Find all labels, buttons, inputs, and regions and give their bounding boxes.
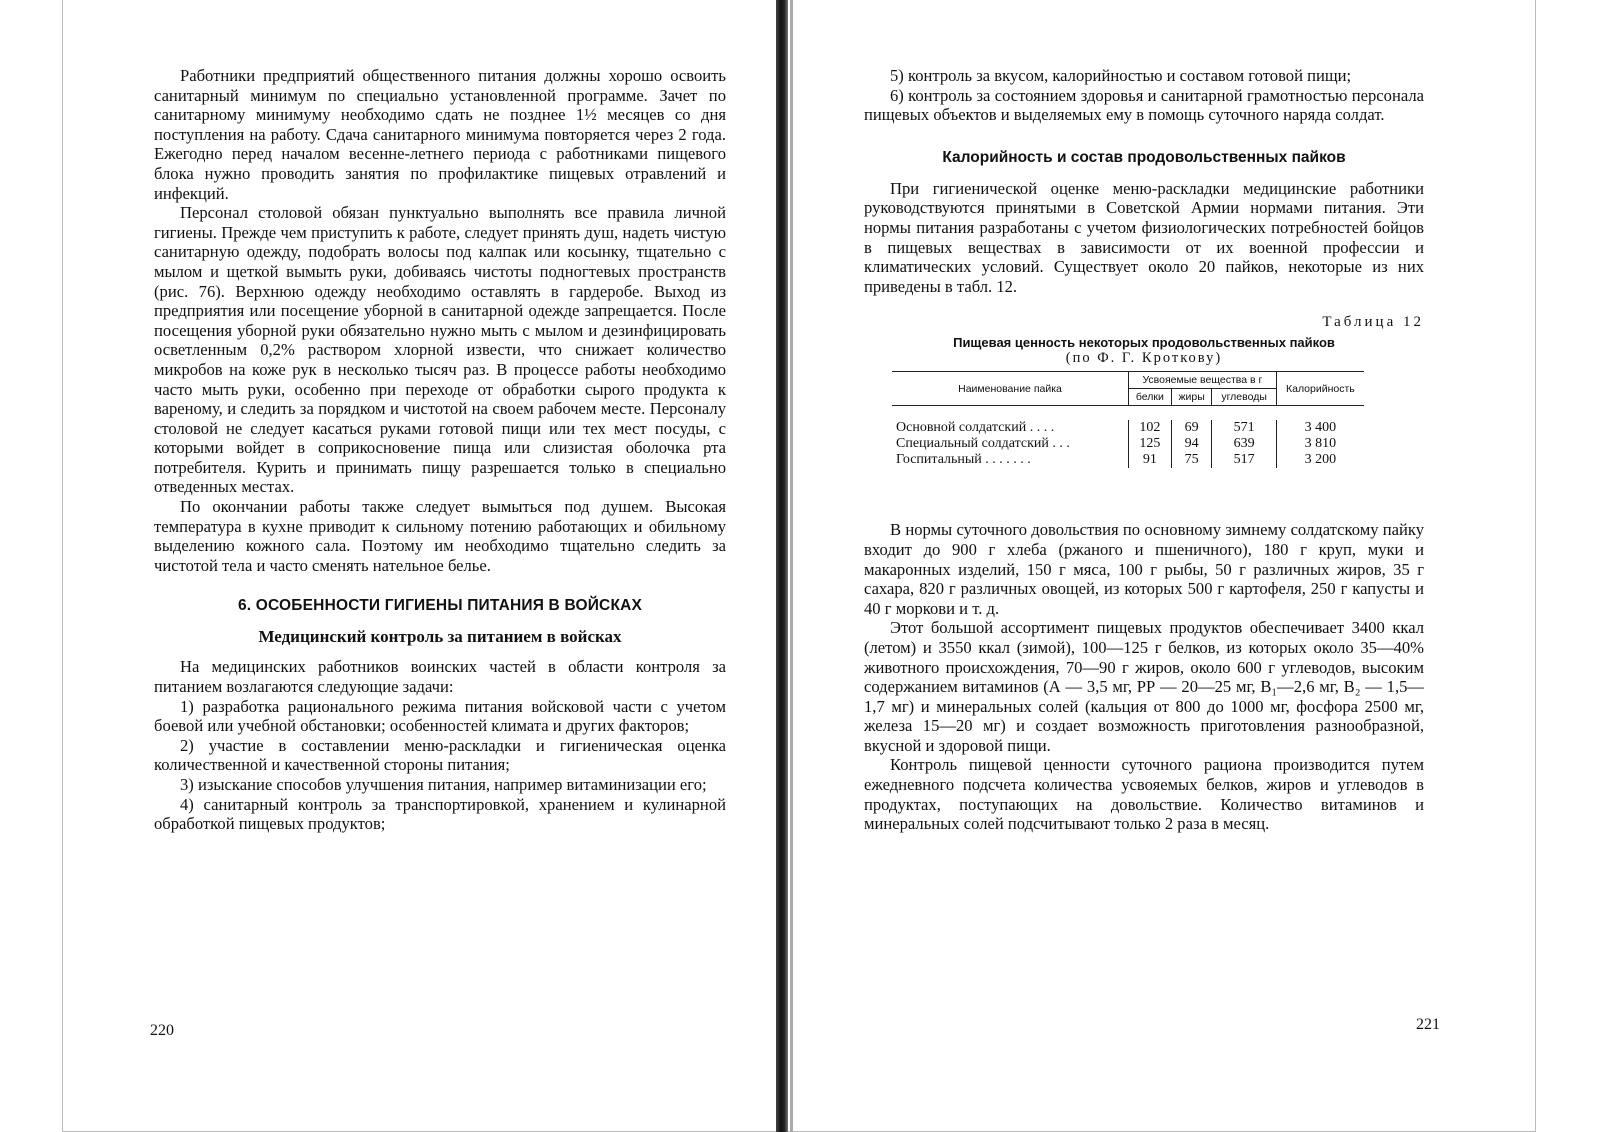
table-row — [892, 452, 1364, 468]
paragraph: Контроль пищевой ценности суточного рациона производится путем ежедневного подсчета количества усвояемых белков, жиров и углеводов в продуктах, поступающих на довольствие. Количество витаминов и минеральных солей подсчитывают только 2 раза в месяц. — [864, 755, 1424, 834]
task-item: 4) санитарный контроль за транспортировкой, хранением и кулинарной обработкой пищевых продуктов; — [154, 794, 726, 834]
section-heading: 6. ОСОБЕННОСТИ ГИГИЕНЫ ПИТАНИЯ В ВОЙСКАХ — [237, 597, 643, 615]
paragraph: Персонал столовой обязан пунктуально выполнять все правила личной гигиены. Прежде чем приступить к работе, следует принять душ, надеть чистую санитарную одежду, подобрать волосы под калпак или косынку, тщательно с мылом и щеткой вымыть руки, добиваясь чистоты подногтевых пространств (рис. 76). Верхнюю одежду необходимо оставлять в гардеробе. Выход из предприятия или посещение уборной в санитарной одежде запрещается. После посещения уборной руки обязательно нужно мыть с мылом и дезинфицировать осветленным 0,2% раствором хлорной извести, что снижает количество микробов на коже рук в несколько тысяч раз. В процессе работы необходимо часто мыть руки, особенно при переходе от обработки сырого продукта к вареному, и следить за порядком и чистотой на своем рабочем месте. Персоналу столовой не следует касаться руками готовой пищи или тех мест посуды, с которыми войдет в соприкосновение пища или слизистая оболочка рта потребителя. Курить и принимать пищу разрешается только в специально отведенных местах. — [154, 203, 726, 497]
subheading: Медицинский контроль за питанием в войсках — [258, 627, 622, 647]
column-header-calories: Калорийность — [1276, 372, 1364, 406]
fat-value: 94 — [1171, 436, 1212, 452]
section-heading: Калорийность и состав продовольственных пайков — [942, 148, 1346, 166]
table-caption: Таблица 12 — [1322, 314, 1424, 331]
table-row — [892, 436, 1364, 452]
ration-name: Основной солдатский . . . . — [896, 420, 1055, 436]
task-item: 5) контроль за вкусом, калорийностью и составом готовой пищи; — [890, 66, 1352, 85]
page-number: 220 — [150, 1022, 174, 1039]
task-item: 1) разработка рационального режима питания войсковой части с учетом боевой или учебной обстановки; особенностей климата и других факторов; — [154, 696, 726, 736]
left-page — [154, 66, 726, 834]
table-row — [892, 420, 1364, 436]
table-subtitle: (по Ф. Г. Кроткову) — [1065, 350, 1223, 367]
ration-name: Госпитальный . . . . . . . — [896, 452, 1031, 468]
ration-name: Специальный солдатский . . . — [896, 436, 1070, 452]
paragraph: По окончании работы также следует вымыться под душем. Высокая температура в кухне приводит к сильному потению работающих и обильному выделению кожного сала. Поэтому им необходимо тщательно следить за чистотой тела и часто сменять нательное белье. — [154, 497, 726, 575]
paragraph: Этот большой ассортимент пищевых продуктов обеспечивает 3400 ккал (летом) и 3550 ккал (зимой), 100—125 г белков, из которых около 35—40% животного происхождения, 70—90 г жиров, около 600 г углеводов, высоким содержанием витаминов (А — 3,5 мг, РР — 20—25 мг, B₁—2,6 мг, B₂ — 1,5—1,7 мг) и минеральных солей (кальция от 800 до 1000 мг, фосфора 2500 мг, железа 15—20 мг) и создает возможность приготовления разнообразной, вкусной и здоровой пищи. — [864, 618, 1424, 755]
protein-value: 91 — [1129, 452, 1172, 468]
carb-value: 517 — [1212, 452, 1276, 468]
task-item: 3) изыскание способов улучшения питания, например витаминизации его; — [180, 775, 707, 794]
table-title: Пищевая ценность некоторых продовольственных пайков — [953, 335, 1335, 351]
carb-value: 571 — [1212, 420, 1276, 436]
column-header-group: Усвояемые вещества в г — [1129, 372, 1277, 389]
fat-value: 69 — [1171, 420, 1212, 436]
right-page — [864, 66, 1424, 834]
protein-value: 102 — [1129, 420, 1172, 436]
paragraph: На медицинских работников воинских частей в области контроля за питанием возлагаются следующие задачи: — [154, 657, 726, 697]
paragraph: Работники предприятий общественного питания должны хорошо освоить санитарный минимум по специально установленной программе. Зачет по санитарному минимуму необходимо сдать не позднее 1½ месяцев со дня поступления на работу. Сдача санитарного минимума повторяется через 2 года. Ежегодно перед началом весенне-летнего периода с работниками пищевого блока нужно проводить занятия по профилактике пищевых отравлений и инфекций. — [154, 66, 726, 203]
protein-value: 125 — [1129, 436, 1172, 452]
column-header-fat: жиры — [1171, 389, 1212, 406]
fat-value: 75 — [1171, 452, 1212, 468]
carb-value: 639 — [1212, 436, 1276, 452]
task-item: 2) участие в составлении меню-раскладки и гигиеническая оценка количественной и качественной стороны питания; — [154, 735, 726, 775]
paragraph: В нормы суточного довольствия по основному зимнему солдатскому пайку входит до 900 г хлеба (ржаного и пшеничного), 180 г круп, муки и макаронных изделий, 150 г мяса, 100 г рыбы, 50 г различных жиров, 35 г сахара, 820 г различных овощей, из которых 500 г картофеля, 250 г капусты и 40 г моркови и т. д. — [864, 520, 1424, 618]
calorie-value: 3 400 — [1276, 420, 1364, 436]
book-spine — [776, 0, 788, 1132]
rations-table — [892, 371, 1364, 468]
task-item: 6) контроль за состоянием здоровья и санитарной грамотностью персонала пищевых объектов и выделяемых ему в помощь суточного наряда солдат. — [864, 85, 1424, 125]
book-spine-edge — [790, 0, 793, 1132]
column-header-protein: белки — [1129, 389, 1172, 406]
paragraph: При гигиенической оценке меню-раскладки медицинские работники руководствуются принятыми в Советской Армии нормами питания. Эти нормы питания разработаны с учетом физиологических потребностей бойцов в пищевых веществах в зависимости от их военной профессии и климатических условий. Существует около 20 пайков, некоторые из них приведены в табл. 12. — [864, 178, 1424, 296]
column-header-name: Наименование пайка — [892, 372, 1129, 406]
calorie-value: 3 810 — [1276, 436, 1364, 452]
page-number: 221 — [1416, 1016, 1440, 1033]
calorie-value: 3 200 — [1276, 452, 1364, 468]
column-header-carbs: углеводы — [1212, 389, 1276, 406]
